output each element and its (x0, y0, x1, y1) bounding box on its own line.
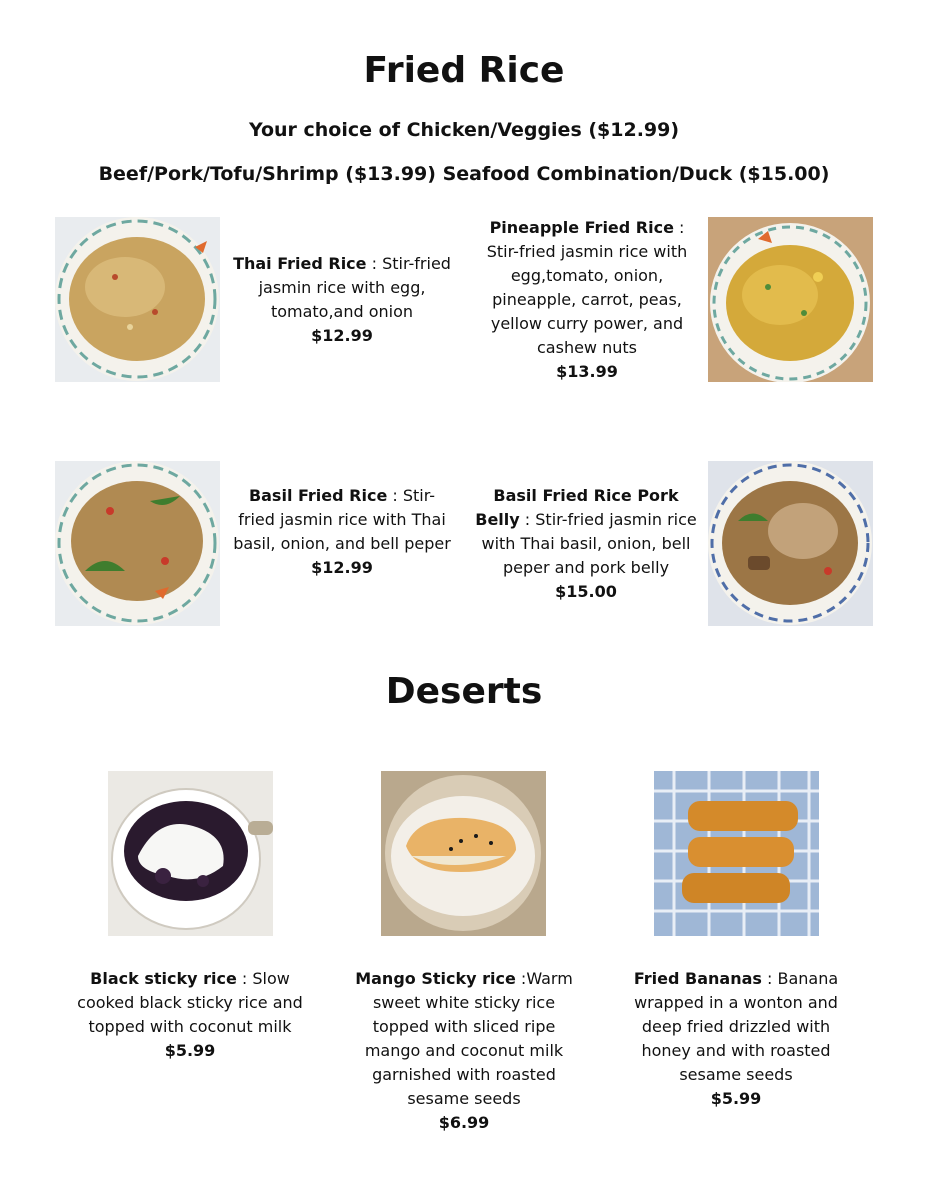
menu-item-black-sticky-rice (72, 967, 308, 1063)
basil-fried-rice-photo (55, 461, 220, 626)
item-name: Basil Fried Rice (248, 486, 388, 505)
item-description: Stir-fried jasmin rice with egg, tomato,and onion (258, 254, 451, 321)
item-name: Black sticky rice (90, 969, 237, 988)
menu-item-basil-fried-rice (232, 484, 452, 580)
item-description: : Stir-fried jasmin rice with Thai basil, onion, bell peper and pork belly (481, 510, 697, 577)
menu-item-pineapple-fried-rice (478, 216, 696, 384)
item-price: $12.99 (311, 558, 373, 577)
item-description: Warm sweet white sticky rice topped with sliced ripe mango and coconut milk garnished with roasted sesame seeds (364, 969, 573, 1108)
fried-rice-title: Fried Rice (363, 50, 565, 91)
item-separator: : (387, 486, 403, 505)
menu-item-fried-bananas (618, 967, 854, 1111)
item-description: Stir-fried jasmin rice with egg,tomato, onion, pineapple, carrot, peas, yellow curry power, and cashew nuts (486, 242, 688, 357)
item-price: $12.99 (311, 326, 373, 345)
fried-bananas-photo (654, 771, 819, 936)
item-separator: : (761, 969, 778, 988)
pineapple-fried-rice-photo (708, 217, 873, 382)
pork-belly-fried-rice-photo (708, 461, 873, 626)
item-separator: : (515, 969, 527, 988)
item-separator: : (366, 254, 383, 273)
item-description: Banana wrapped in a wonton and deep fried drizzled with honey and with roasted sesame seeds (634, 969, 839, 1084)
item-name: Basil Fried Rice Pork Belly (475, 486, 679, 529)
item-price: $13.99 (556, 362, 618, 381)
item-description: Slow cooked black sticky rice and topped with coconut milk (77, 969, 303, 1036)
mango-sticky-rice-photo (381, 771, 546, 936)
menu-item-thai-fried-rice (232, 252, 452, 348)
fried-rice-subtitle-1: Your choice of Chicken/Veggies ($12.99) (248, 119, 680, 141)
item-name: Thai Fried Rice (233, 254, 367, 273)
item-name: Pineapple Fried Rice (489, 218, 674, 237)
item-separator: : (673, 218, 685, 237)
menu-item-mango-sticky-rice (344, 967, 584, 1135)
fried-rice-subtitle-2: Beef/Pork/Tofu/Shrimp ($13.99) Seafood Combination/Duck ($15.00) (98, 163, 830, 185)
item-price: $6.99 (438, 1113, 490, 1132)
black-sticky-rice-bowl-photo (108, 771, 273, 936)
item-price: $5.99 (164, 1041, 216, 1060)
menu-item-basil-fried-rice-pork-belly (474, 484, 698, 604)
item-separator: : (236, 969, 253, 988)
item-description: Stir-fried jasmin rice with Thai basil, onion, and bell peper (233, 486, 451, 553)
item-price: $5.99 (710, 1089, 762, 1108)
item-price: $15.00 (555, 582, 617, 601)
fried-rice-plate-photo (55, 217, 220, 382)
item-name: Fried Bananas (633, 969, 762, 988)
item-name: Mango Sticky rice (355, 969, 516, 988)
deserts-title: Deserts (385, 671, 543, 712)
